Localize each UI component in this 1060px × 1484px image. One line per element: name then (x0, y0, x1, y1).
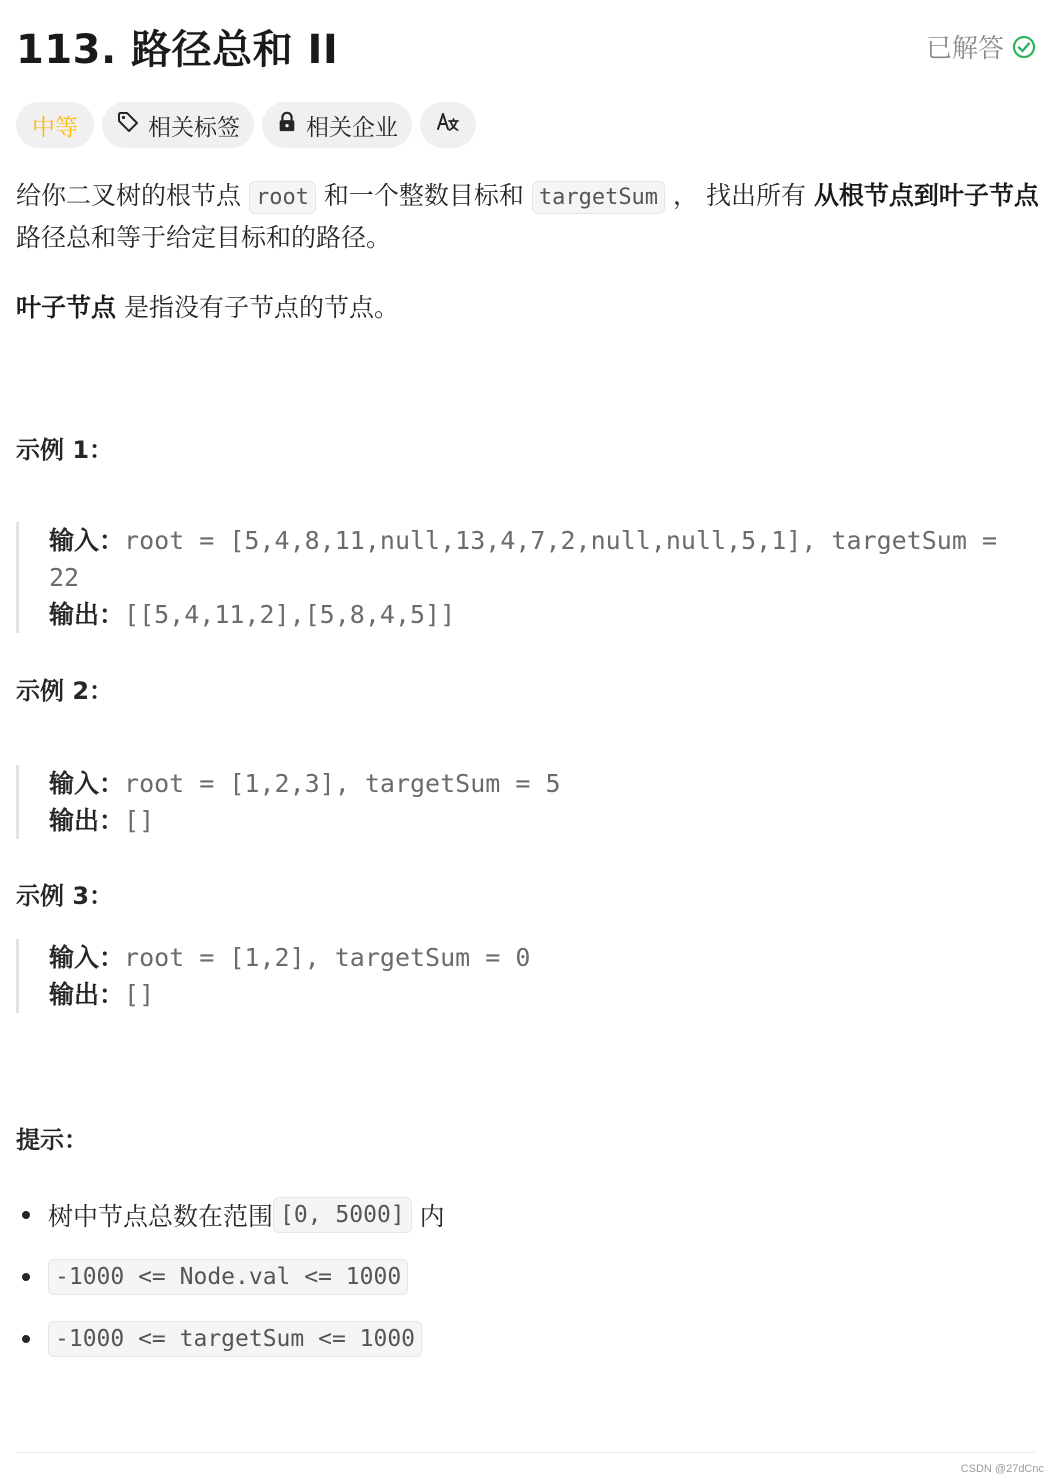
solved-status (926, 28, 1036, 65)
input-value: root = [5,4,8,11,null,13,4,7,2,null,null,5,1], targetSum = 22 (49, 526, 997, 592)
bullet-icon (22, 1273, 30, 1281)
output-label: 输出： (49, 806, 125, 835)
text-span: 是指没有子节点的节点。 (116, 293, 399, 322)
text-span: ， 找出所有 (665, 181, 814, 210)
hints-title: 提示： (16, 1126, 88, 1154)
input-label: 输入： (49, 943, 125, 972)
inline-code: targetSum (532, 181, 665, 214)
example-title: 示例 1： (16, 436, 114, 464)
check-circle-icon (1012, 35, 1036, 59)
divider (16, 1452, 1036, 1453)
translate-button[interactable] (420, 102, 476, 148)
example-block (16, 939, 1026, 1013)
bullet-icon (22, 1211, 30, 1219)
list-item (16, 1308, 1040, 1370)
bold-text: 叶子节点 (16, 293, 117, 322)
lock-icon (276, 111, 298, 139)
hints-list (16, 1184, 1040, 1370)
problem-description (16, 176, 1040, 258)
difficulty-badge[interactable]: 中等 (16, 102, 94, 148)
watermark: CSDN @27dCnc (960, 1463, 1044, 1475)
example-output (49, 976, 1026, 1013)
output-label: 输出： (49, 600, 125, 629)
text-span: 给你二叉树的根节点 (16, 181, 249, 210)
list-item (16, 1246, 1040, 1308)
text-span: 路径总和等于给定目标和的路径。 (16, 223, 392, 252)
example-block (16, 522, 1026, 633)
related-tags-button[interactable] (102, 102, 254, 148)
example-input (49, 522, 1026, 596)
input-label: 输入： (49, 769, 125, 798)
example-title: 示例 3： (16, 882, 114, 910)
output-label: 输出： (49, 980, 125, 1009)
inline-code: [0, 5000] (273, 1197, 412, 1233)
description-paragraph (16, 176, 1040, 258)
leaf-definition (16, 290, 399, 326)
translate-icon (435, 109, 461, 141)
bold-text: 从根节点到叶子节点 (813, 181, 1039, 210)
output-value: [] (124, 806, 155, 835)
inline-code: -1000 <= targetSum <= 1000 (48, 1321, 422, 1357)
problem-title: 113. 路径总和 II (16, 27, 339, 73)
example-input (49, 939, 1026, 976)
text-span: 树中节点总数在范围 (48, 1202, 274, 1231)
example-block (16, 765, 1026, 839)
example-output (49, 802, 1026, 839)
text-span: 和一个整数目标和 (315, 181, 532, 210)
related-companies-label: 相关企业 (306, 114, 398, 141)
inline-code: root (249, 181, 316, 214)
output-value: [] (124, 980, 155, 1009)
example-output (49, 596, 1026, 633)
example-input (49, 765, 1026, 802)
bullet-icon (22, 1335, 30, 1343)
tag-icon (116, 110, 140, 140)
input-value: root = [1,2], targetSum = 0 (124, 943, 531, 972)
tag-bar (16, 102, 476, 148)
input-value: root = [1,2,3], targetSum = 5 (124, 769, 561, 798)
text-span: 内 (411, 1202, 445, 1231)
list-item (16, 1184, 1040, 1246)
title-row (16, 18, 1040, 74)
related-tags-label: 相关标签 (148, 114, 240, 141)
input-label: 输入： (49, 526, 125, 555)
example-title: 示例 2： (16, 677, 114, 705)
output-value: [[5,4,11,2],[5,8,4,5]] (124, 600, 456, 629)
solved-label: 已解答 (925, 34, 1004, 64)
inline-code: -1000 <= Node.val <= 1000 (48, 1259, 408, 1295)
related-companies-button[interactable] (262, 102, 412, 148)
